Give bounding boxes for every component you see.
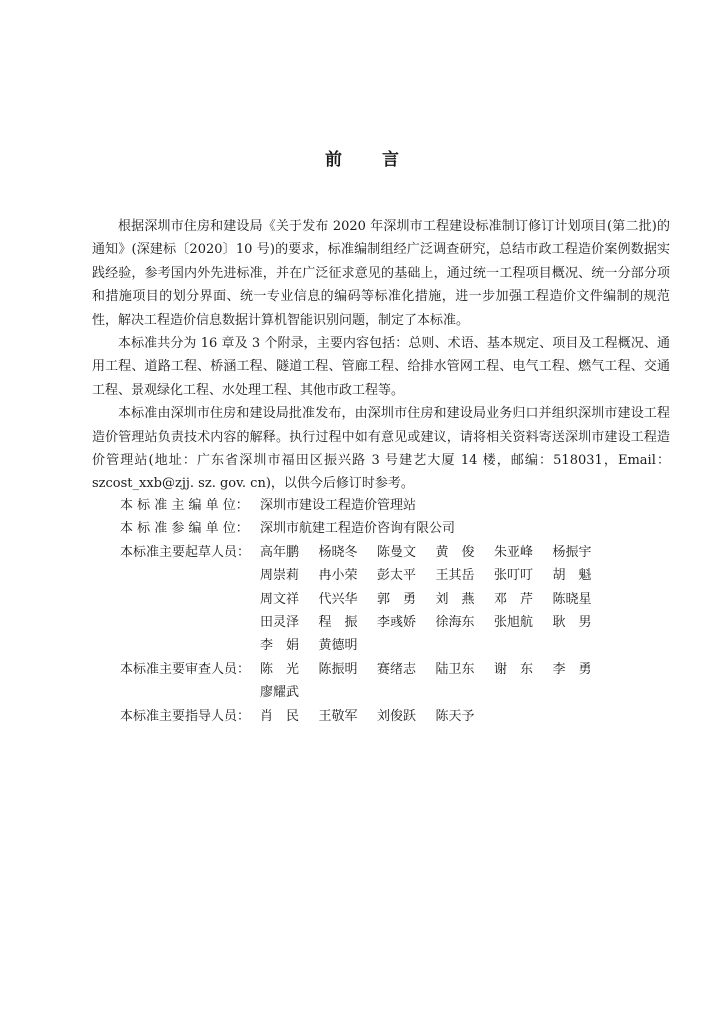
drafter-name: 张叮叮 [494, 568, 534, 584]
co-unit-value: 深圳市航建工程造价咨询有限公司 [260, 521, 456, 537]
page-title [0, 145, 724, 170]
credits-block [120, 494, 660, 728]
director-name: 王敬军 [318, 708, 358, 724]
paragraph-background: 根据深圳市住房和建设局《关于发布 2020 年深圳市工程建设标准制订修订计划项目(第二批)的通知》(深建标〔2020〕10 号)的要求，标准编制组经广泛调查研究，总结市政工程造价案例数据实践经验，参考国内外先进标准，并在广泛征求意见的基础上，通过统一工程项目概况、统一分部分项和措施项目的划分界面、统一专业信息的编码等标准化措施，进一步加强工程造价文件编制的规范性，解决工程造价信息数据计算机智能识别问题，制定了本标准。 [92, 219, 670, 328]
directors-row [120, 705, 660, 728]
reviewers-label: 本标准主要审查人员： [120, 661, 251, 677]
director-name: 肖 民 [260, 708, 300, 724]
directors-list [260, 705, 611, 728]
drafters-list [260, 541, 611, 658]
drafter-name: 代兴华 [318, 591, 358, 607]
reviewer-name: 廖耀武 [260, 685, 300, 701]
reviewers-row [120, 658, 660, 705]
drafter-name: 耿 男 [552, 615, 592, 631]
drafter-name: 朱亚峰 [494, 544, 534, 560]
paragraph-contents: 本标准共分为 16 章及 3 个附录，主要内容包括：总则、术语、基本规定、项目及工程概况、通用工程、道路工程、桥涵工程、隧道工程、管廊工程、给排水管网工程、电气工程、燃气工程、交通工程、景观绿化工程、水处理工程、其他市政工程等。 [92, 336, 670, 398]
chief-unit-value: 深圳市建设工程造价管理站 [260, 498, 417, 513]
co-unit-label: 本 标 准 参 编 单 位： [120, 521, 249, 537]
director-name: 陈天予 [435, 708, 475, 724]
drafter-name: 彭太平 [377, 568, 417, 584]
drafter-name: 田灵泽 [260, 615, 300, 631]
reviewers-list [260, 658, 611, 705]
drafters-row [120, 541, 660, 658]
directors-label: 本标准主要指导人员： [120, 708, 251, 724]
title-char-1: 前 [325, 150, 342, 170]
drafter-name: 杨振宇 [552, 544, 592, 560]
drafter-name: 黄德明 [318, 638, 358, 654]
drafter-name: 周文祥 [260, 591, 300, 607]
drafter-name: 刘 燕 [435, 591, 475, 607]
drafter-name: 邓 芹 [494, 591, 534, 607]
drafter-name: 黄 俊 [435, 544, 475, 560]
reviewer-name: 陆卫东 [435, 661, 475, 677]
drafter-name: 陈曼文 [377, 544, 417, 560]
reviewer-name: 谢 东 [494, 661, 534, 677]
title-char-2: 言 [382, 150, 399, 170]
drafter-name: 高年鹏 [260, 544, 300, 560]
drafter-name: 王其岳 [435, 568, 475, 584]
drafter-name: 胡 魁 [552, 568, 592, 584]
reviewer-name: 陈 光 [260, 661, 300, 677]
reviewer-name: 李 勇 [552, 661, 592, 677]
preface-body [92, 215, 670, 496]
reviewer-name: 陈振明 [318, 661, 358, 677]
chief-unit-row [120, 494, 660, 517]
drafter-name: 徐海东 [435, 615, 475, 631]
drafter-name: 程 振 [318, 615, 358, 631]
drafter-name: 李 娟 [260, 638, 300, 654]
co-unit-row [120, 517, 660, 540]
director-name: 刘俊跃 [377, 708, 417, 724]
drafter-name: 张旭航 [494, 615, 534, 631]
drafter-name: 周崇莉 [260, 568, 300, 584]
drafter-name: 李彧娇 [377, 615, 417, 631]
drafter-name: 杨晓冬 [318, 544, 358, 560]
reviewer-name: 赛绪志 [377, 661, 417, 677]
drafter-name: 冉小荣 [318, 568, 358, 584]
drafter-name: 陈晓星 [552, 591, 592, 607]
chief-unit-label: 本 标 准 主 编 单 位： [120, 498, 249, 513]
paragraph-contact: 本标准由深圳市住房和建设局批准发布，由深圳市住房和建设局业务归口并组织深圳市建设工程造价管理站负责技术内容的解释。执行过程中如有意见或建议，请将相关资料寄送深圳市建设工程造价管理站(地址：广东省深圳市福田区振兴路 3 号建艺大厦 14 楼，邮编：518031，Email：szcost_xxb@zjj. sz. gov. cn)，以供今后修订时参考。 [92, 406, 670, 492]
drafters-label: 本标准主要起草人员： [120, 544, 251, 560]
drafter-name: 郭 勇 [377, 591, 417, 607]
